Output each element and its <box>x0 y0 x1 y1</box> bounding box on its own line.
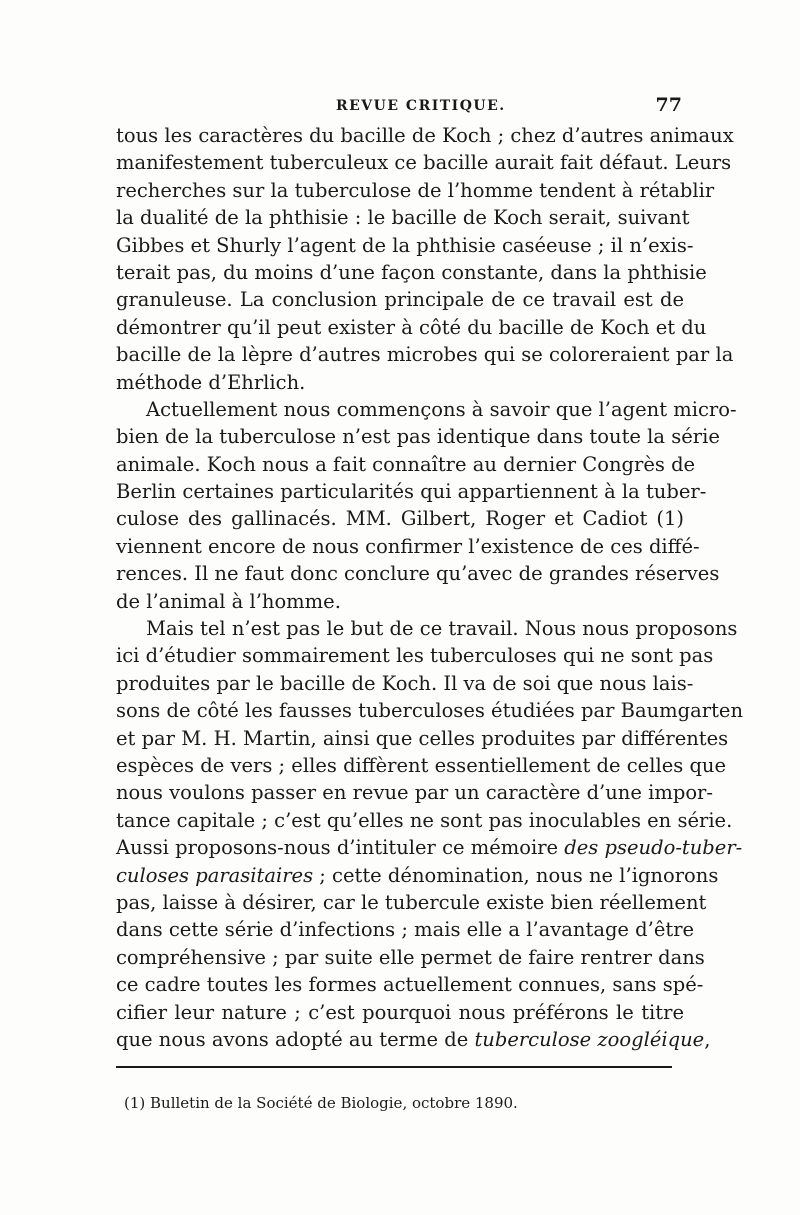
text-line: granuleuse. La conclusion principale de ce travail est de <box>116 288 684 312</box>
text-line: et par M. H. Martin, ainsi que celles produites par différentes <box>116 726 729 750</box>
text-line: ce cadre toutes les formes actuellement connues, sans spé- <box>116 973 704 997</box>
line-text: que nous avons adopté au terme de <box>116 1027 475 1051</box>
text-line: produites par le bacille de Koch. Il va de soi que nous lais- <box>116 671 694 695</box>
text-line: viennent encore de nous confirmer l’existence de ces diffé- <box>116 534 700 558</box>
text-line: de l’animal à l’homme. <box>116 589 341 613</box>
text-line: dans cette série d’infections ; mais elle a l’avantage d’être <box>116 918 695 942</box>
text-line: bacille de la lèpre d’autres microbes qui se coloreraient par la <box>116 343 734 367</box>
text-line: culose des gallinacés. MM. Gilbert, Roger et Cadiot (1) <box>116 507 684 531</box>
line-text: Aussi proposons-nous d’intituler ce mémoire <box>116 836 565 860</box>
text-line: Gibbes et Shurly l’agent de la phthisie caséeuse ; il n’exis- <box>116 233 694 257</box>
text-line: pas, laisse à désirer, car le tubercule existe bien réellement <box>116 890 707 914</box>
text-line: recherches sur la tuberculose de l’homme tendent à rétablir <box>116 178 715 202</box>
text-line: démontrer qu’il peut exister à côté du bacille de Koch et du <box>116 315 707 339</box>
text-line: ici d’étudier sommairement les tuberculoses qui ne sont pas <box>116 644 714 668</box>
text-line: la dualité de la phthisie : le bacille de Koch serait, suivant <box>116 206 690 230</box>
text-line: espèces de vers ; elles diffèrent essentiellement de celles que <box>116 753 727 777</box>
page-number: 77 <box>655 94 682 116</box>
paragraph-start-line: Actuellement nous commençons à savoir que l’agent micro- <box>146 397 737 421</box>
text-line: tous les caractères du bacille de Koch ; chez d’autres animaux <box>116 124 734 147</box>
text-line: méthode d’Ehrlich. <box>116 370 306 394</box>
text-line: tance capitale ; c’est qu’elles ne sont pas inoculables en série. <box>116 808 733 832</box>
italic-term: tuberculose zoogléique <box>474 1027 705 1051</box>
text-line: bien de la tuberculose n’est pas identique dans toute la série <box>116 425 720 449</box>
body-text <box>116 122 743 1053</box>
text-line: compréhensive ; par suite elle permet de faire rentrer dans <box>116 945 705 969</box>
text-line: cifier leur nature ; c’est pourquoi nous préférons le titre <box>116 1000 684 1024</box>
paragraph-start-line: Mais tel n’est pas le but de ce travail. Nous nous proposons <box>146 617 738 641</box>
line-text: ; cette dénomination, nous ne l’ignorons <box>313 863 719 887</box>
page-header <box>116 94 682 120</box>
italic-term: des pseudo-tuber- <box>564 836 743 860</box>
text-line: Berlin certaines particularités qui appartiennent à la tuber- <box>116 480 707 504</box>
text-line: rences. Il ne faut donc conclure qu’avec de grandes réserves <box>116 562 720 586</box>
footnote: (1) Bulletin de la Société de Biologie, octobre 1890. <box>124 1094 518 1112</box>
footnote-divider <box>116 1066 672 1068</box>
text-line: manifestement tuberculeux ce bacille aurait fait défaut. Leurs <box>116 151 732 175</box>
text-line: sons de côté les fausses tuberculoses étudiées par Baumgarten <box>116 699 743 723</box>
text-line <box>116 1026 711 1053</box>
text-line: animale. Koch nous a fait connaître au dernier Congrès de <box>116 452 696 476</box>
text-line: nous voulons passer en revue par un caractère d’une impor- <box>116 781 713 805</box>
text-line <box>116 862 719 889</box>
running-title: REVUE CRITIQUE. <box>336 98 506 114</box>
italic-term: culoses parasitaires <box>116 863 314 887</box>
text-line: terait pas, du moins d’une façon constante, dans la phthisie <box>116 260 707 284</box>
line-text: , <box>704 1027 711 1051</box>
text-line <box>116 834 743 861</box>
